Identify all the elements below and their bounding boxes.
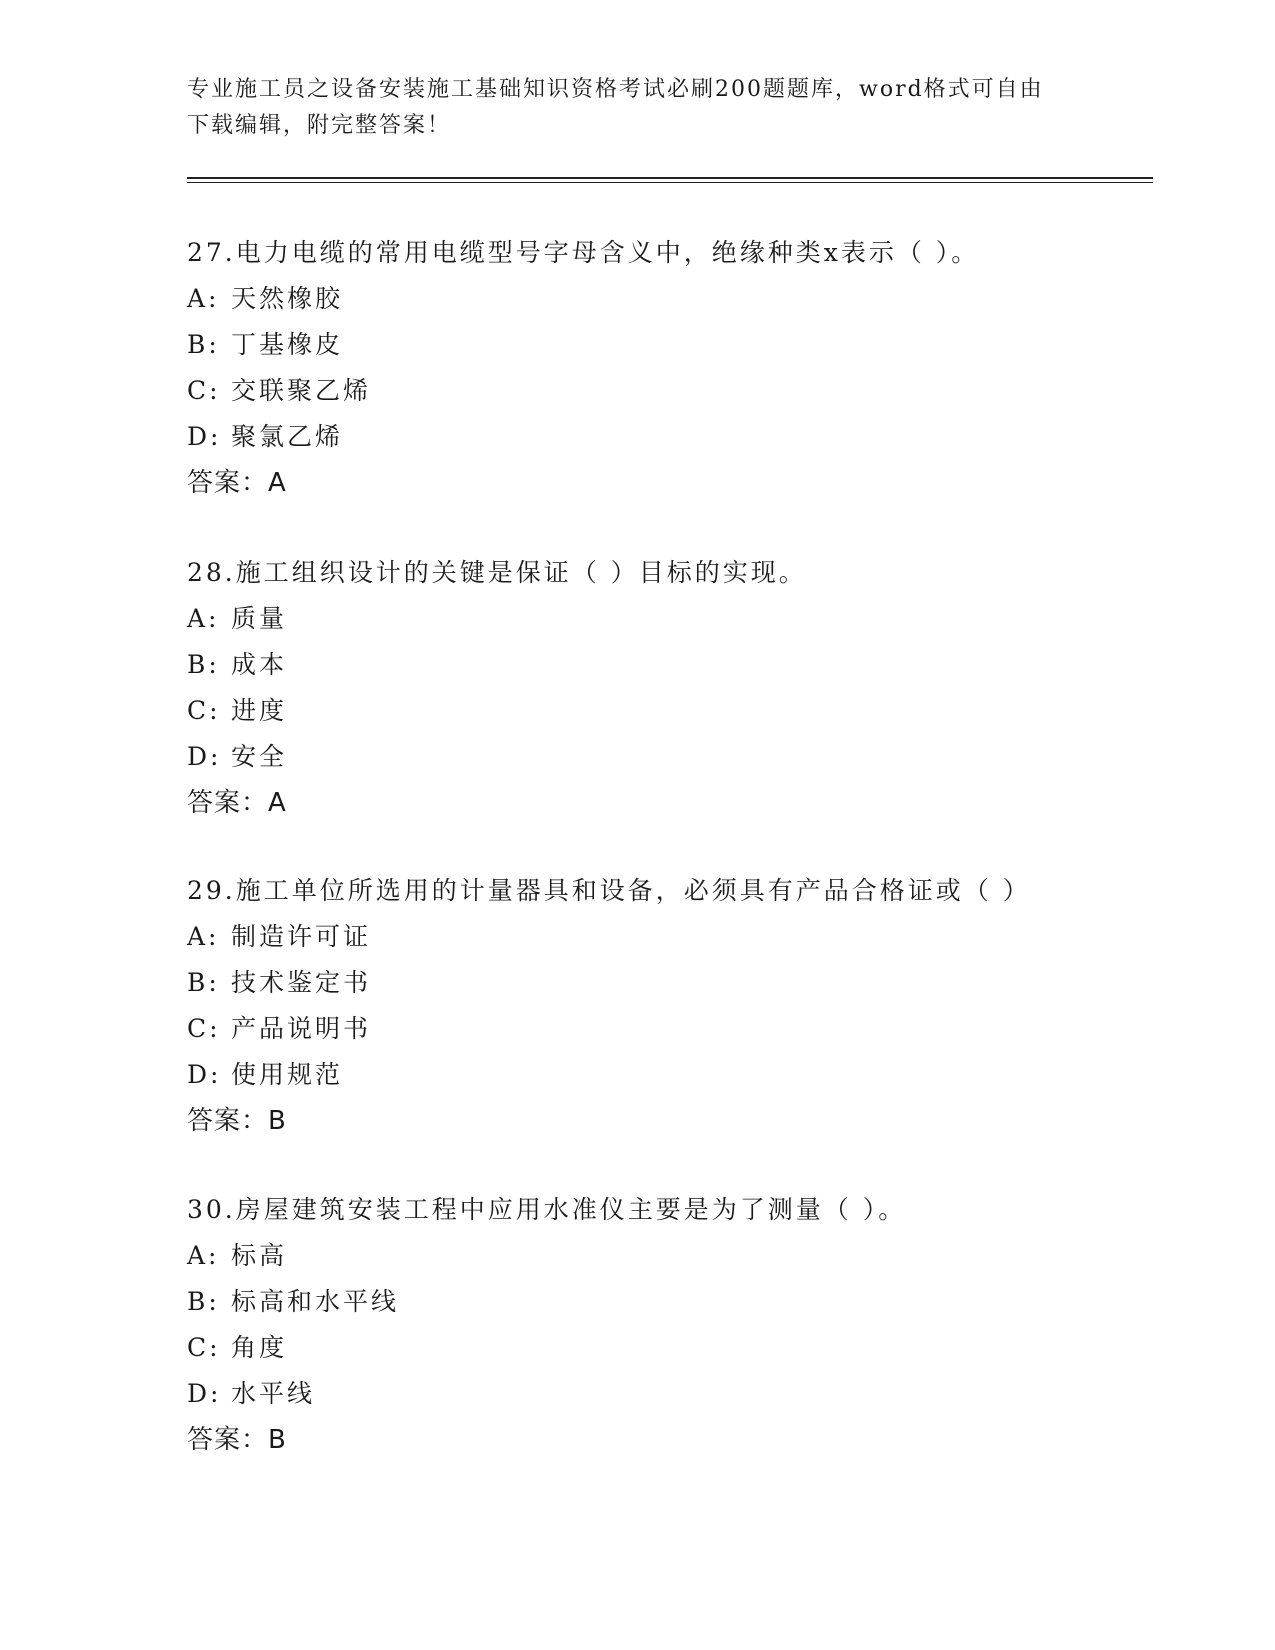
- header-line-1: 专业施工员之设备安装施工基础知识资格考试必刷200题题库，word格式可自由: [187, 77, 1044, 102]
- question-title: 30.房屋建筑安装工程中应用水准仪主要是为了测量（ ）。: [187, 1195, 907, 1224]
- option-letter: A:: [187, 1241, 220, 1270]
- option-d: [187, 414, 1147, 460]
- option-text: 角度: [231, 1333, 288, 1362]
- option-letter: B:: [187, 330, 220, 359]
- question-block: [187, 550, 1147, 826]
- option-text: 安全: [231, 742, 288, 771]
- option-text: 进度: [231, 696, 288, 725]
- option-a: [187, 596, 1147, 642]
- header-line-2: 下载编辑，附完整答案！: [187, 113, 452, 138]
- question-block: [187, 1187, 1147, 1463]
- option-letter: A:: [187, 922, 220, 951]
- option-text: 成本: [231, 650, 288, 679]
- option-letter: D:: [187, 422, 222, 451]
- question-title: 27.电力电缆的常用电缆型号字母含义中，绝缘种类x表示（ ）。: [187, 238, 980, 267]
- option-letter: B:: [187, 650, 220, 679]
- option-d: [187, 1371, 1147, 1417]
- option-a: [187, 914, 1147, 960]
- question-title: 28.施工组织设计的关键是保证（ ）目标的实现。: [187, 558, 807, 587]
- option-text: 天然橡胶: [231, 284, 344, 313]
- option-text: 制造许可证: [231, 922, 372, 951]
- option-text: 标高: [231, 1241, 288, 1270]
- option-letter: C:: [187, 696, 221, 725]
- option-letter: A:: [187, 284, 220, 313]
- option-letter: B:: [187, 968, 220, 997]
- question-block: [187, 230, 1147, 506]
- option-letter: C:: [187, 1333, 221, 1362]
- option-b: [187, 642, 1147, 688]
- option-letter: D:: [187, 1060, 222, 1089]
- option-letter: C:: [187, 376, 221, 405]
- header-divider-thick: [187, 177, 1153, 179]
- answer-line: 答案：A: [187, 788, 287, 818]
- question-block: [187, 868, 1147, 1144]
- option-letter: B:: [187, 1287, 220, 1316]
- option-text: 质量: [231, 604, 288, 633]
- option-text: 丁基橡皮: [231, 330, 344, 359]
- option-c: [187, 1325, 1147, 1371]
- option-a: [187, 276, 1147, 322]
- option-b: [187, 322, 1147, 368]
- option-letter: D:: [187, 1379, 222, 1408]
- option-b: [187, 960, 1147, 1006]
- option-letter: D:: [187, 742, 222, 771]
- option-c: [187, 368, 1147, 414]
- option-a: [187, 1233, 1147, 1279]
- option-letter: C:: [187, 1014, 221, 1043]
- option-letter: A:: [187, 604, 220, 633]
- header-divider-thin: [187, 182, 1153, 183]
- question-title: 29.施工单位所选用的计量器具和设备，必须具有产品合格证或（ ）: [187, 876, 1031, 905]
- option-text: 产品说明书: [231, 1014, 372, 1043]
- option-c: [187, 688, 1147, 734]
- option-text: 聚氯乙烯: [231, 422, 344, 451]
- option-d: [187, 1052, 1147, 1098]
- option-text: 使用规范: [231, 1060, 344, 1089]
- document-header: [187, 72, 1087, 144]
- option-text: 交联聚乙烯: [231, 376, 372, 405]
- answer-line: 答案：B: [187, 1106, 287, 1136]
- option-text: 水平线: [231, 1379, 316, 1408]
- option-b: [187, 1279, 1147, 1325]
- answer-line: 答案：A: [187, 468, 287, 498]
- option-text: 标高和水平线: [231, 1287, 400, 1316]
- option-c: [187, 1006, 1147, 1052]
- answer-line: 答案：B: [187, 1425, 287, 1455]
- option-d: [187, 734, 1147, 780]
- option-text: 技术鉴定书: [231, 968, 372, 997]
